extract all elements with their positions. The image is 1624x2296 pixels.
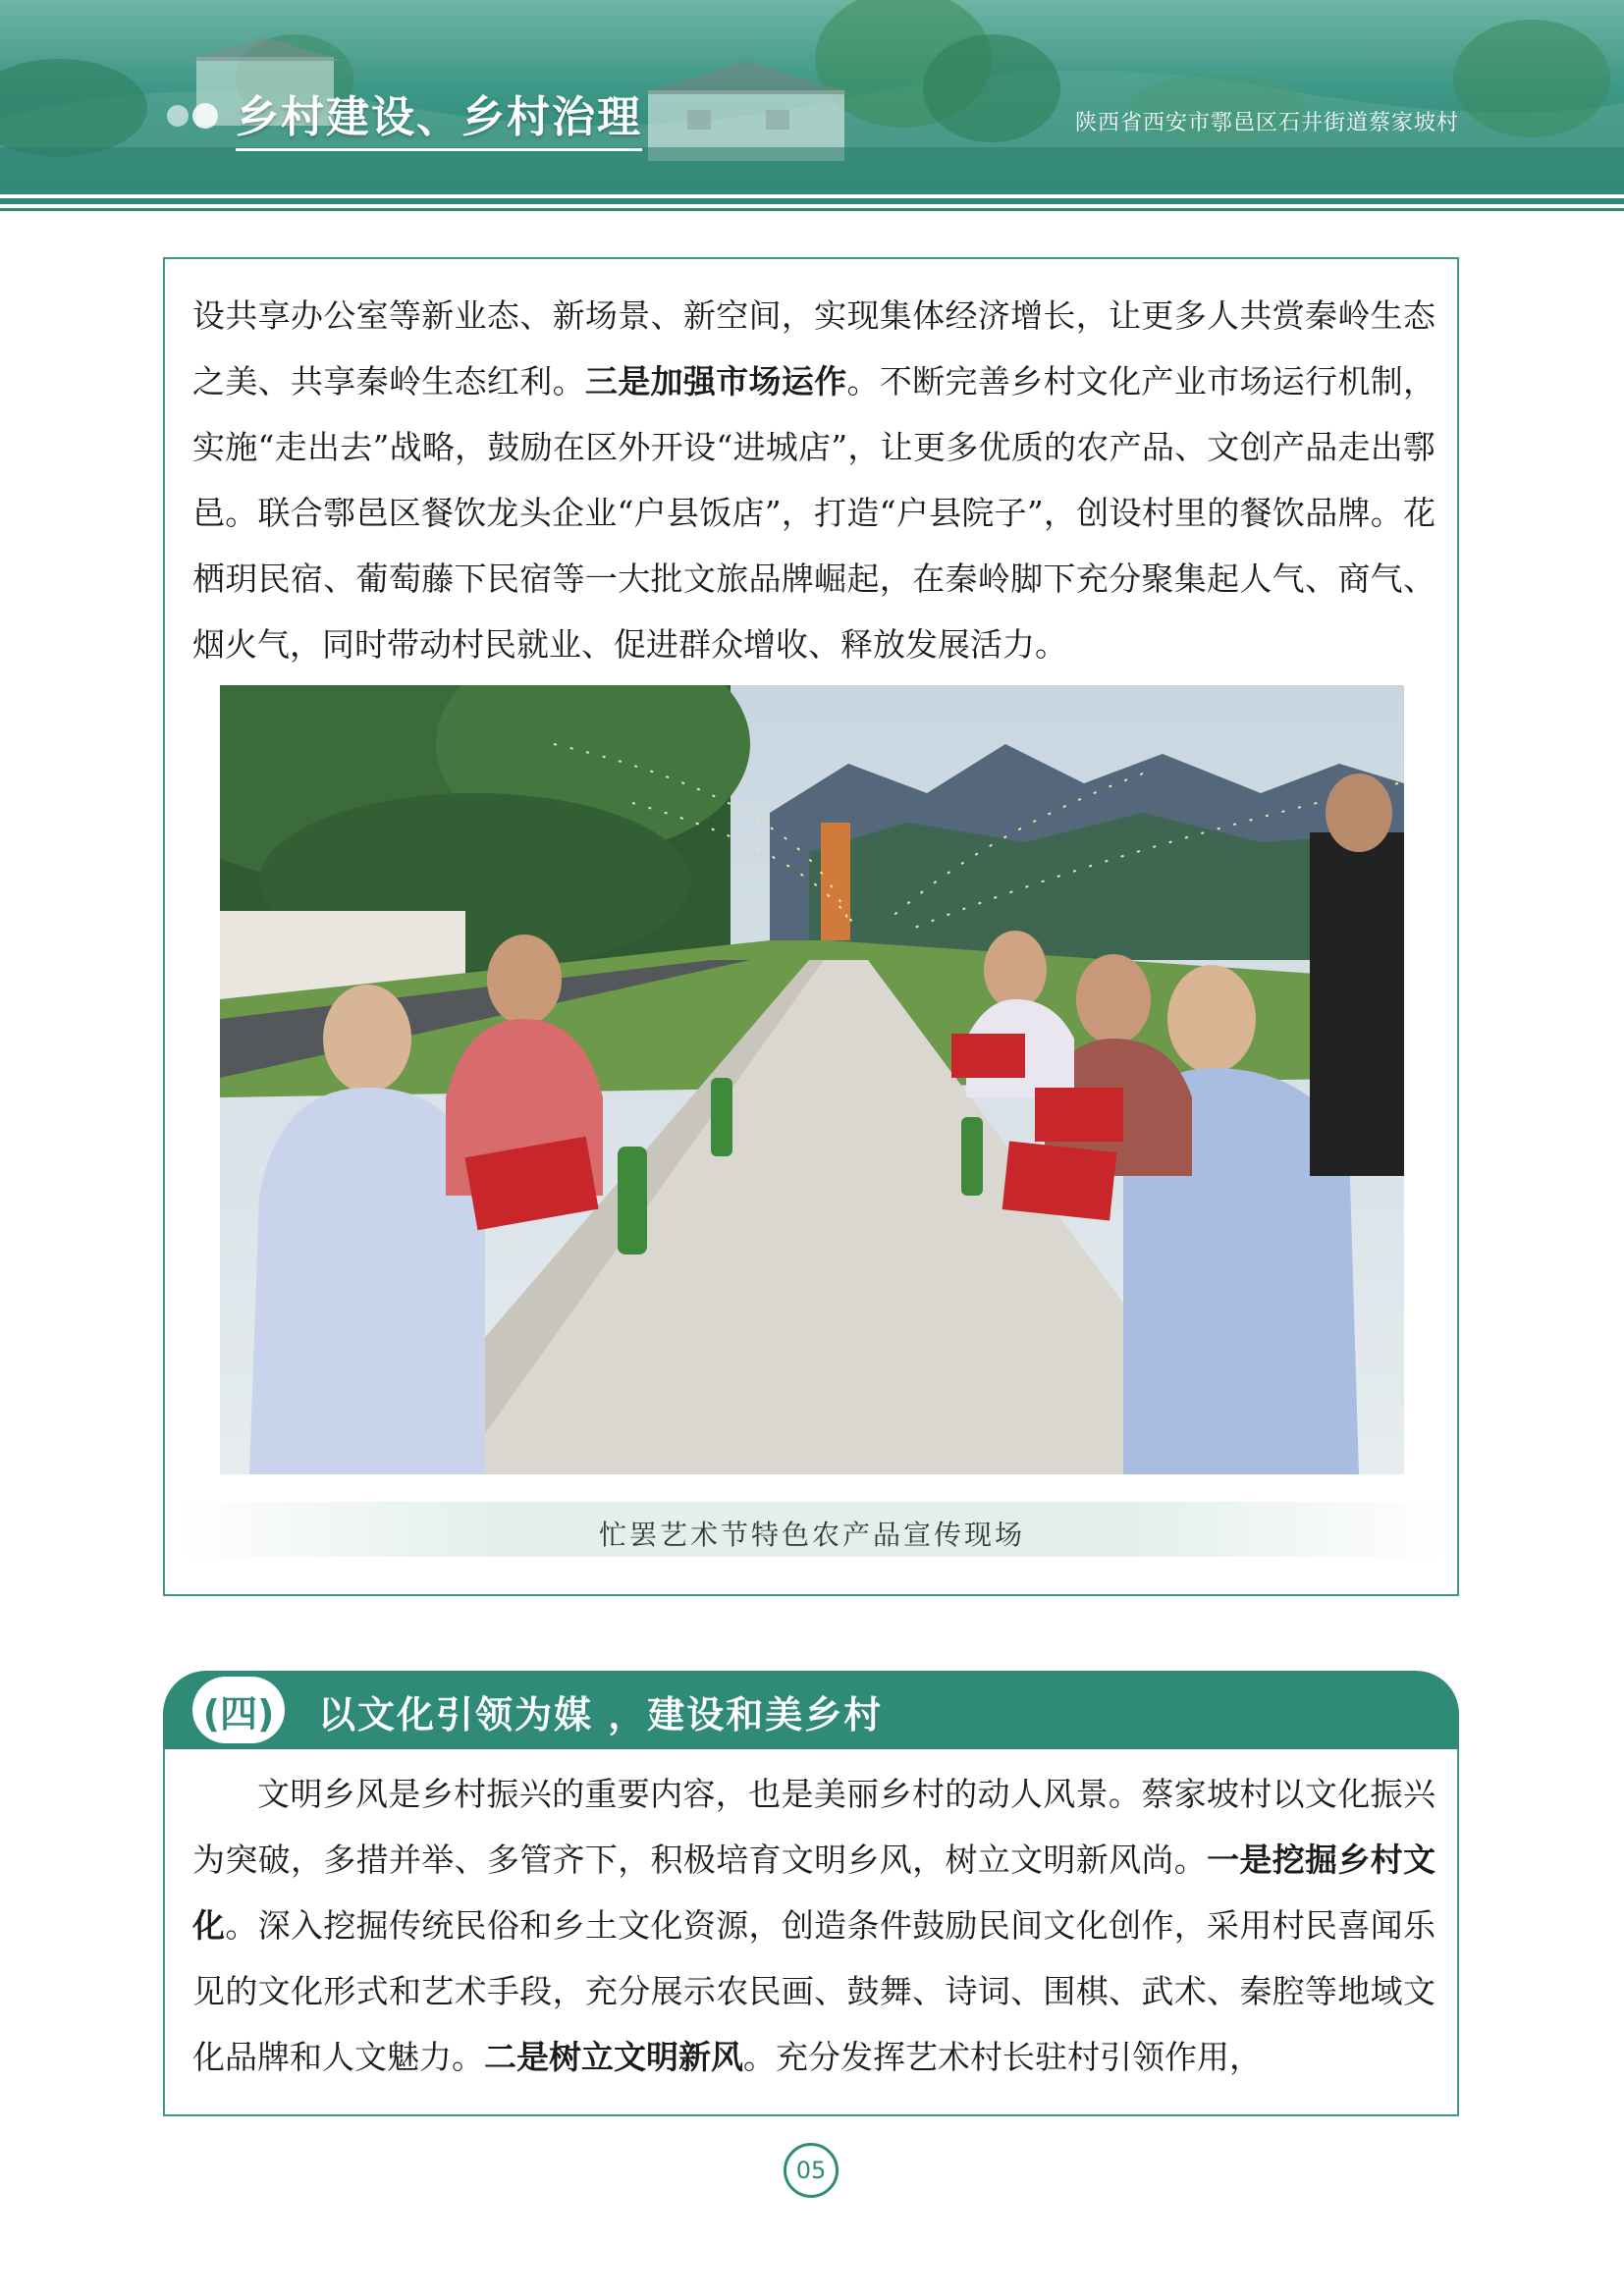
paragraph-run: 。充分发挥艺术村长驻村引领作用，: [743, 2038, 1262, 2076]
section-number-badge: [192, 1677, 285, 1743]
village-location: 陕西省西安市鄠邑区石井街道蔡家坡村: [1074, 111, 1459, 135]
header-dots-icon: [167, 103, 222, 129]
content-box-upper: [163, 257, 1459, 1596]
festival-photo: [220, 685, 1404, 1474]
body-paragraph-lower: [192, 1761, 1435, 2090]
paragraph-run: 。深入挖掘传统民俗和乡土文化资源，创造条件鼓励民间文化创作，采用村民喜闻乐见的文化形式和艺术手段，充分展示农民画、鼓舞、诗词、围棋、武术、秦腔等地域文化品牌和人文魅力。: [192, 1906, 1436, 2076]
paragraph-run: 设共享办公室等新业态、新场景、新空间，实现集体经济增长，让更多人共赏秦岭生态之美、共享秦岭生态红利。: [192, 296, 1435, 400]
paragraph-run: 文明乡风是乡村振兴的重要内容，也是美丽乡村的动人风景。蔡家坡村以文化振兴为突破，多措并举、多管齐下，积极培育文明乡风，树立文明新风尚。: [192, 1775, 1435, 1879]
header-divider: [0, 198, 1624, 204]
header-divider-thin: [0, 208, 1624, 211]
chapter-title: 乡村建设、乡村治理: [236, 81, 642, 151]
bold-run: 三是加强市场运作: [584, 362, 847, 400]
bold-run: 二是树立文明新风: [484, 2038, 743, 2076]
page-number-badge: [784, 2143, 839, 2198]
page-number: 05: [795, 2157, 827, 2184]
section-title: 以文化引领为媒 ，建设和美乡村: [318, 1693, 884, 1736]
section-header: [163, 1671, 1459, 1749]
photo-caption-bar: [177, 1502, 1447, 1557]
body-paragraph-upper: [192, 283, 1435, 677]
header-banner: [0, 0, 1624, 194]
paragraph-run: 。不断完善乡村文化产业市场运行机制，实施“走出去”战略，鼓励在区外开设“进城店”，让更多优质的农产品、文创产品走出鄠邑。联合鄠邑区餐饮龙头企业“户县饭店”，打造“户县院子”，创设村里的餐饮品牌。花栖玥民宿、葡萄藤下民宿等一大批文旅品牌崛起，在秦岭脚下充分聚集起人气、商气、烟火气，同时带动村民就业、促进群众增收、释放发展活力。: [192, 362, 1436, 664]
content-box-lower: [163, 1749, 1459, 2116]
section-number: (四): [202, 1691, 275, 1735]
chapter-heading: [167, 86, 642, 145]
photo-caption: 忙罢艺术节特色农产品宣传现场: [598, 1519, 1025, 1551]
banquet-photo-illustration: [220, 685, 1404, 1474]
bold-run: 一是挖掘乡村文化: [192, 1841, 1436, 1945]
